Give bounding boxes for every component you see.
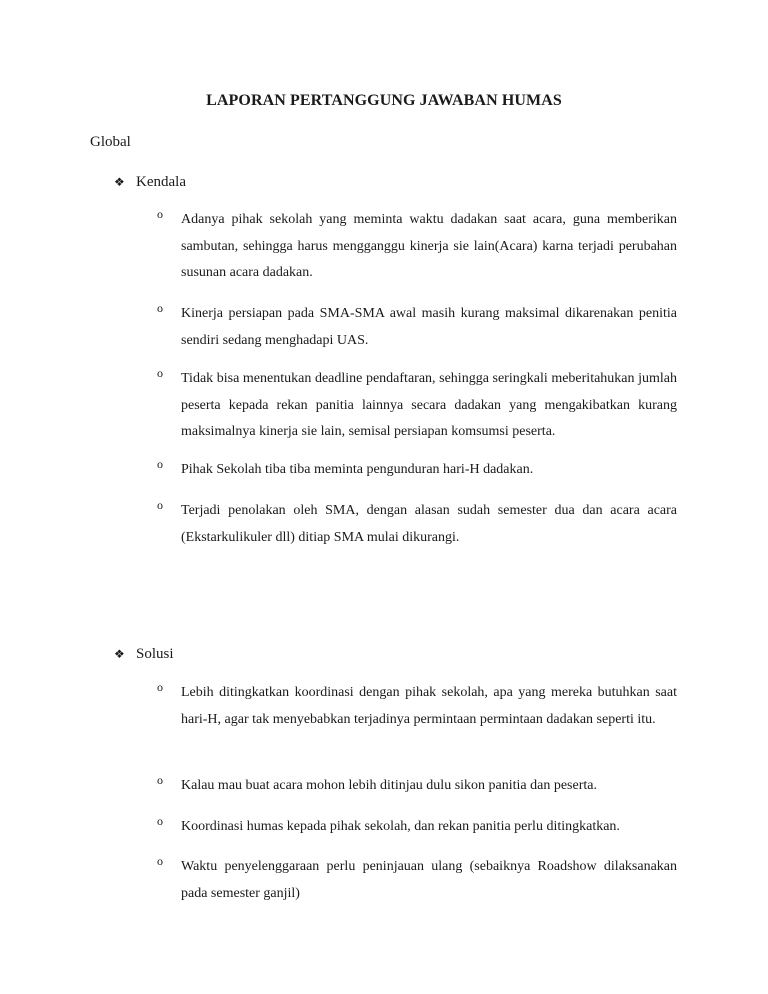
circle-bullet-icon: o: [157, 498, 163, 512]
list-item: [157, 457, 677, 484]
list-item: [157, 498, 677, 551]
document-title: LAPORAN PERTANGGUNG JAWABAN HUMAS: [206, 92, 562, 109]
list-item: [157, 773, 677, 800]
list-item: [157, 366, 677, 446]
circle-bullet-icon: o: [157, 366, 163, 380]
list-item-text: Koordinasi humas kepada pihak sekolah, dan rekan panitia perlu ditingkatkan.: [181, 819, 620, 834]
circle-bullet-icon: o: [157, 814, 163, 828]
circle-bullet-icon: o: [157, 773, 163, 787]
list-item-text: Tidak bisa menentukan deadline pendaftaran, sehingga seringkali meberitahukan jumlah peserta kepada rekan panitia lainnya secara dadakan yang mengakibatkan kurang maksimalnya kinerja sie lain, semisal persiapan komsumsi peserta.: [181, 371, 677, 439]
list-item-text: Lebih ditingkatkan koordinasi dengan pihak sekolah, apa yang mereka butuhkan saat hari-H, agar tak menyebabkan terjadinya permintaan permintaan dadakan seperti itu.: [181, 685, 677, 727]
circle-bullet-icon: o: [157, 207, 163, 221]
list-item: [157, 854, 677, 907]
diamond-bullet-icon: ❖: [114, 175, 125, 189]
list-item-text: Kinerja persiapan pada SMA-SMA awal masih kurang maksimal dikarenakan penitia sendiri sedang menghadapi UAS.: [181, 306, 677, 348]
list-item: [157, 680, 677, 733]
circle-bullet-icon: o: [157, 301, 163, 315]
list-item-text: Terjadi penolakan oleh SMA, dengan alasan sudah semester dua dan acara acara (Ekstarkulikuler dll) ditiap SMA mulai dikurangi.: [181, 503, 677, 545]
list-item-text: Kalau mau buat acara mohon lebih ditinjau dulu sikon panitia dan peserta.: [181, 778, 597, 793]
list-item-text: Pihak Sekolah tiba tiba meminta pengunduran hari-H dadakan.: [181, 462, 534, 477]
circle-bullet-icon: o: [157, 680, 163, 694]
circle-bullet-icon: o: [157, 854, 163, 868]
circle-bullet-icon: o: [157, 457, 163, 471]
diamond-bullet-icon: ❖: [114, 647, 125, 661]
group-heading-label: Kendala: [136, 174, 186, 190]
section-heading: Global: [90, 134, 131, 150]
list-item-text: Waktu penyelenggaraan perlu peninjauan ulang (sebaiknya Roadshow dilaksanakan pada semester ganjil): [181, 859, 677, 901]
list-item: [157, 207, 677, 287]
list-item: [157, 814, 677, 841]
group-heading-kendala: [114, 174, 186, 191]
list-item-text: Adanya pihak sekolah yang meminta waktu dadakan saat acara, guna memberikan sambutan, sehingga harus mengganggu kinerja sie lain(Acara) karna terjadi perubahan susunan acara dadakan.: [181, 212, 677, 280]
group-heading-label: Solusi: [136, 646, 174, 662]
list-item: [157, 301, 677, 354]
group-heading-solusi: [114, 646, 174, 663]
